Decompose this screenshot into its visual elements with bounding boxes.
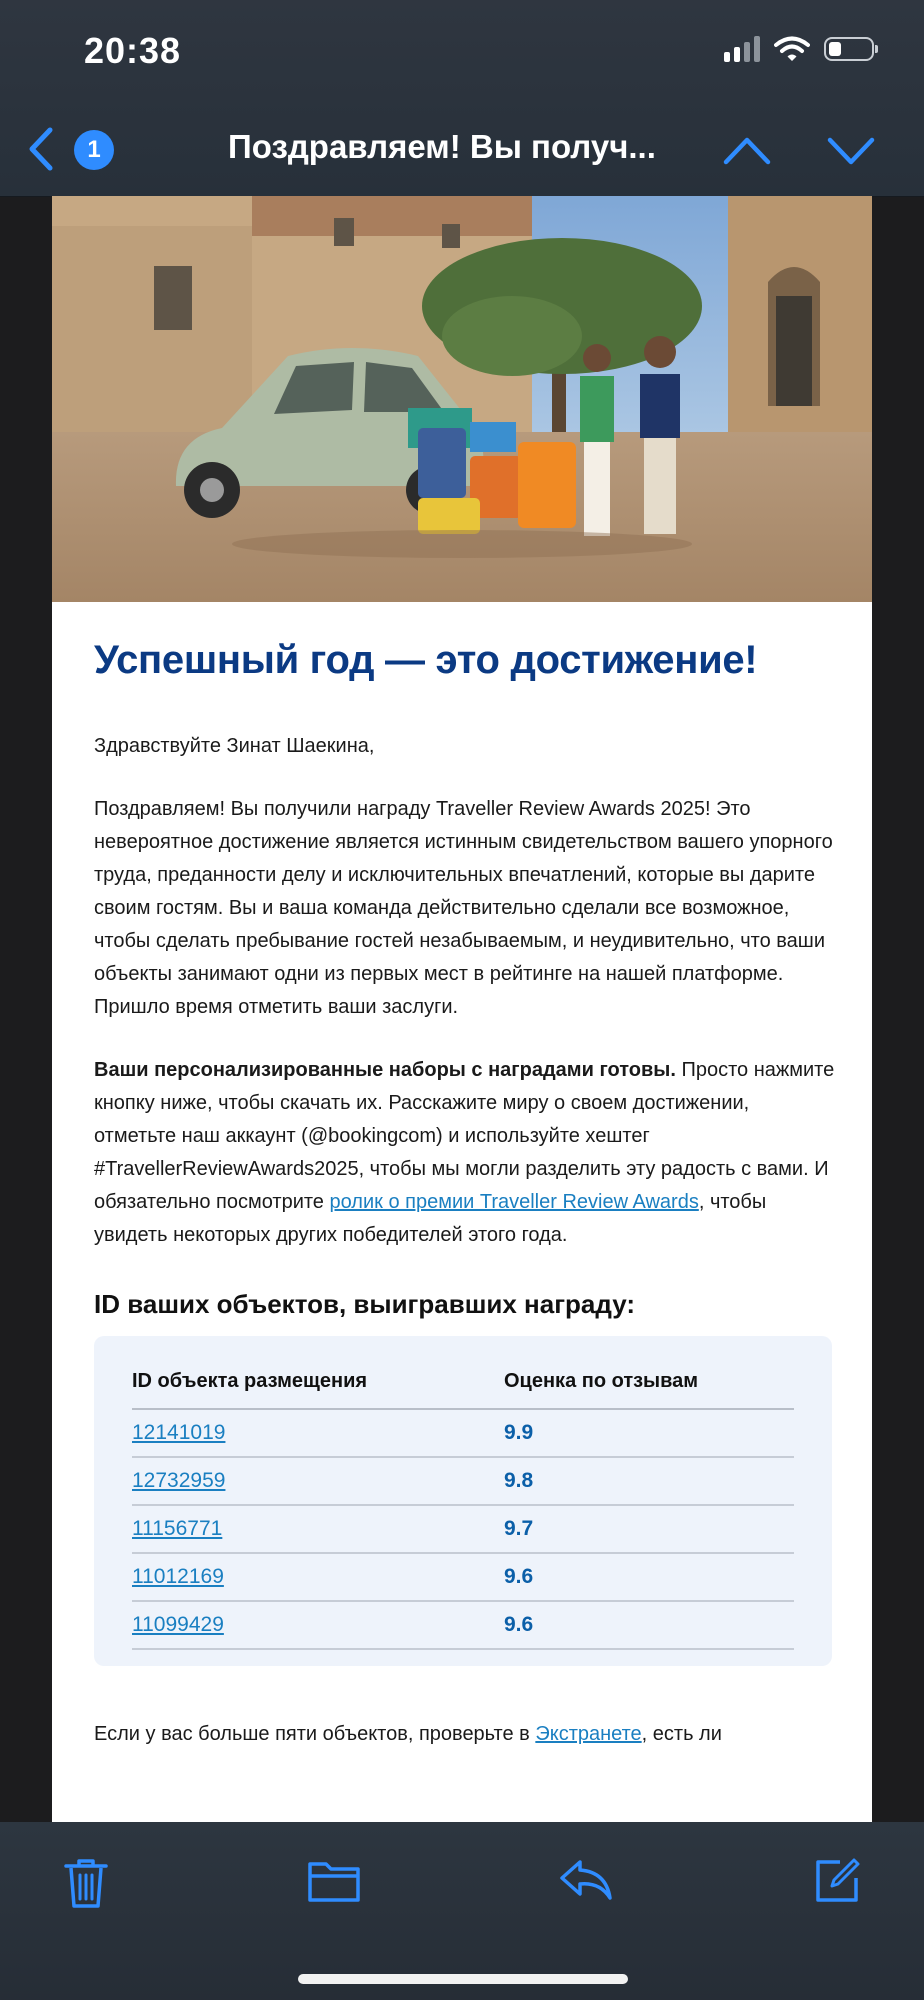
table-row	[132, 1554, 794, 1602]
home-indicator	[298, 1974, 628, 1984]
greeting-text: Здравствуйте Зинат Шаекина,	[94, 735, 375, 757]
awards-video-link[interactable]: ролик о премии Traveller Review Awards	[329, 1191, 699, 1213]
property-id-link[interactable]: 12141019	[132, 1421, 226, 1444]
reply-icon[interactable]	[558, 1856, 614, 1902]
winning-properties-table	[94, 1336, 832, 1666]
review-score: 9.8	[504, 1469, 534, 1492]
trash-icon[interactable]	[62, 1856, 110, 1910]
review-score: 9.7	[504, 1517, 534, 1540]
cellular-signal-icon	[724, 36, 760, 62]
property-id-link[interactable]: 11156771	[132, 1517, 223, 1540]
hero-image-travellers-with-car	[52, 196, 872, 602]
table-header-row	[132, 1354, 794, 1410]
review-score: 9.6	[504, 1613, 534, 1636]
top-bar	[0, 0, 924, 197]
property-id-link[interactable]: 11012169	[132, 1565, 224, 1588]
extranet-link[interactable]: Экстранете	[535, 1723, 642, 1745]
battery-icon	[824, 37, 874, 61]
extranet-tail-text: , есть ли	[641, 1723, 722, 1745]
review-score: 9.6	[504, 1565, 534, 1588]
extranet-paragraph	[94, 1718, 836, 1751]
review-score: 9.9	[504, 1421, 534, 1444]
column-header-property-id: ID объекта размещения	[132, 1369, 368, 1392]
table-row	[132, 1506, 794, 1554]
award-kits-paragraph	[94, 1054, 836, 1252]
property-id-link[interactable]: 11099429	[132, 1613, 224, 1636]
award-kits-tail-text: , чтобы увидеть некоторых других победителей этого года.	[94, 1191, 767, 1246]
award-kits-text: Просто нажмите кнопку ниже, чтобы скачать их. Расскажите миру о своем достижении, отметьте наш аккаунт (@bookingcom) и используйте хештег #TravellerReviewAwards2025, чтобы мы могли разделить эту радость с вами. И обязательно посмотрите	[94, 1059, 835, 1213]
extranet-text: Если у вас больше пяти объектов, проверьте в	[94, 1723, 536, 1745]
table-row	[132, 1410, 794, 1458]
table-row	[132, 1458, 794, 1506]
unread-count-badge[interactable]: 1	[74, 130, 114, 170]
previous-message-chevron-up-icon[interactable]	[722, 134, 772, 168]
award-kits-bold-text: Ваши персонализированные наборы с наградами готовы.	[94, 1059, 676, 1081]
property-id-link[interactable]: 12732959	[132, 1469, 226, 1492]
bottom-toolbar	[0, 1822, 924, 2000]
wifi-icon	[774, 36, 810, 62]
status-time: 20:38	[84, 30, 182, 71]
congratulations-paragraph: Поздравляем! Вы получили награду Traveller Review Awards 2025! Это невероятное достижение является истинным свидетельством вашего упорного труда, преданности делу и исключительных впечатлений, которые вы дарите своим гостям. Вы и ваша команда действительно сделали все возможное, чтобы сделать пребывание гостей незабываемым, и неудивительно, что ваши объекты занимают одни из первых мест в рейтинге на нашей платформе. Пришло время отметить ваши заслуги.	[94, 798, 833, 1018]
email-content	[94, 636, 836, 1751]
back-chevron-icon[interactable]	[26, 126, 56, 172]
status-icons	[724, 36, 874, 62]
email-headline: Успешный год — это достижение!	[94, 638, 758, 682]
column-header-review-score: Оценка по отзывам	[504, 1369, 699, 1392]
winning-properties-heading: ID ваших объектов, выигравших награду:	[94, 1289, 635, 1319]
next-message-chevron-down-icon[interactable]	[826, 134, 876, 168]
email-body[interactable]	[52, 196, 872, 1822]
email-subject-title: Поздравляем! Вы получ...	[228, 128, 656, 165]
table-row	[132, 1602, 794, 1650]
folder-icon[interactable]	[306, 1856, 362, 1904]
compose-icon[interactable]	[812, 1856, 862, 1906]
